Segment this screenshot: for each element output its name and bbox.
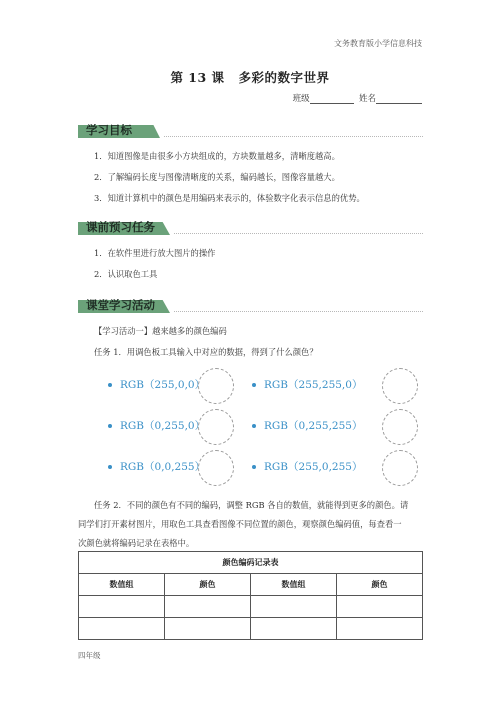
task-two-line: 任务 2．不同的颜色有不同的编码，调整 RGB 各自的数值，就能得到更多的颜色。请 [94, 500, 409, 510]
table-cell[interactable] [337, 596, 423, 618]
name-blank[interactable] [376, 94, 422, 104]
class-label: 班级 [292, 94, 310, 104]
list-item: 1．知道图像是由很多小方块组成的，方块数量越多，清晰度越高。 [94, 151, 340, 161]
lesson-number: 第 13 课 [170, 70, 225, 85]
table-cell[interactable] [165, 618, 251, 640]
color-answer-circle[interactable] [382, 450, 418, 486]
table-row [79, 596, 423, 618]
bullet-icon [108, 383, 112, 387]
section-divider [174, 233, 423, 234]
section-title-goals: 学习目标 [86, 123, 132, 137]
student-info [293, 92, 422, 104]
class-blank[interactable] [310, 94, 354, 104]
table-cell[interactable] [251, 596, 337, 618]
lesson-title [0, 68, 500, 86]
color-answer-circle[interactable] [198, 368, 234, 404]
color-answer-circle[interactable] [198, 409, 234, 445]
table-cell[interactable] [251, 618, 337, 640]
task-two-line: 同学们打开素材图片，用取色工具查看图像不同位置的颜色，观察颜色编码值，每查看一 [78, 519, 402, 529]
table-cell[interactable] [79, 618, 165, 640]
column-header: 数值组 [79, 574, 165, 596]
rgb-value: RGB（0,255,0） [120, 420, 206, 432]
color-answer-circle[interactable] [382, 368, 418, 404]
table-cell[interactable] [79, 596, 165, 618]
name-label: 姓名 [358, 94, 376, 104]
grade-footer: 四年级 [78, 651, 101, 660]
list-item: 2．了解编码长度与图像清晰度的关系，编码越长，图像容量越大。 [94, 172, 340, 182]
table-row [79, 618, 423, 640]
list-item: 2．认识取色工具 [94, 269, 158, 279]
table-cell[interactable] [337, 618, 423, 640]
bullet-icon [252, 424, 256, 428]
column-header: 颜色 [165, 574, 251, 596]
task-two-text [78, 496, 423, 553]
column-header: 数值组 [251, 574, 337, 596]
table-cell[interactable] [165, 596, 251, 618]
section-title-preview: 课前预习任务 [86, 220, 155, 234]
publisher-header: 文务教育版小学信息科技 [334, 39, 422, 48]
list-item: 3．知道计算机中的颜色是用编码来表示的，体验数字化表示信息的优势。 [94, 193, 365, 203]
section-divider [164, 136, 423, 137]
activity-one-heading: 【学习活动一】越来越多的颜色编码 [94, 326, 227, 336]
bullet-icon [108, 424, 112, 428]
bullet-icon [252, 383, 256, 387]
rgb-value: RGB（255,0,0） [120, 379, 206, 391]
section-title-classroom: 课堂学习活动 [86, 298, 155, 312]
task-two-line: 次颜色就将编码记录在表格中。 [78, 538, 195, 548]
section-divider [174, 311, 423, 312]
color-answer-circle[interactable] [198, 450, 234, 486]
color-code-table [78, 551, 423, 640]
lesson-name: 多彩的数字世界 [238, 70, 330, 85]
goals-list [94, 146, 365, 209]
rgb-value: RGB（0,255,255） [264, 420, 363, 432]
preview-list [94, 243, 215, 285]
bullet-icon [108, 465, 112, 469]
task-one-text: 任务 1．用调色板工具输入中对应的数据，得到了什么颜色？ [94, 347, 318, 357]
list-item: 1．在软件里进行放大图片的操作 [94, 248, 216, 258]
rgb-value: RGB（0,0,255） [120, 461, 206, 473]
table-caption: 颜色编码记录表 [79, 552, 423, 574]
column-header: 颜色 [337, 574, 423, 596]
bullet-icon [252, 465, 256, 469]
rgb-value: RGB（255,0,255） [264, 461, 363, 473]
color-answer-circle[interactable] [382, 409, 418, 445]
rgb-value: RGB（255,255,0） [264, 379, 363, 391]
